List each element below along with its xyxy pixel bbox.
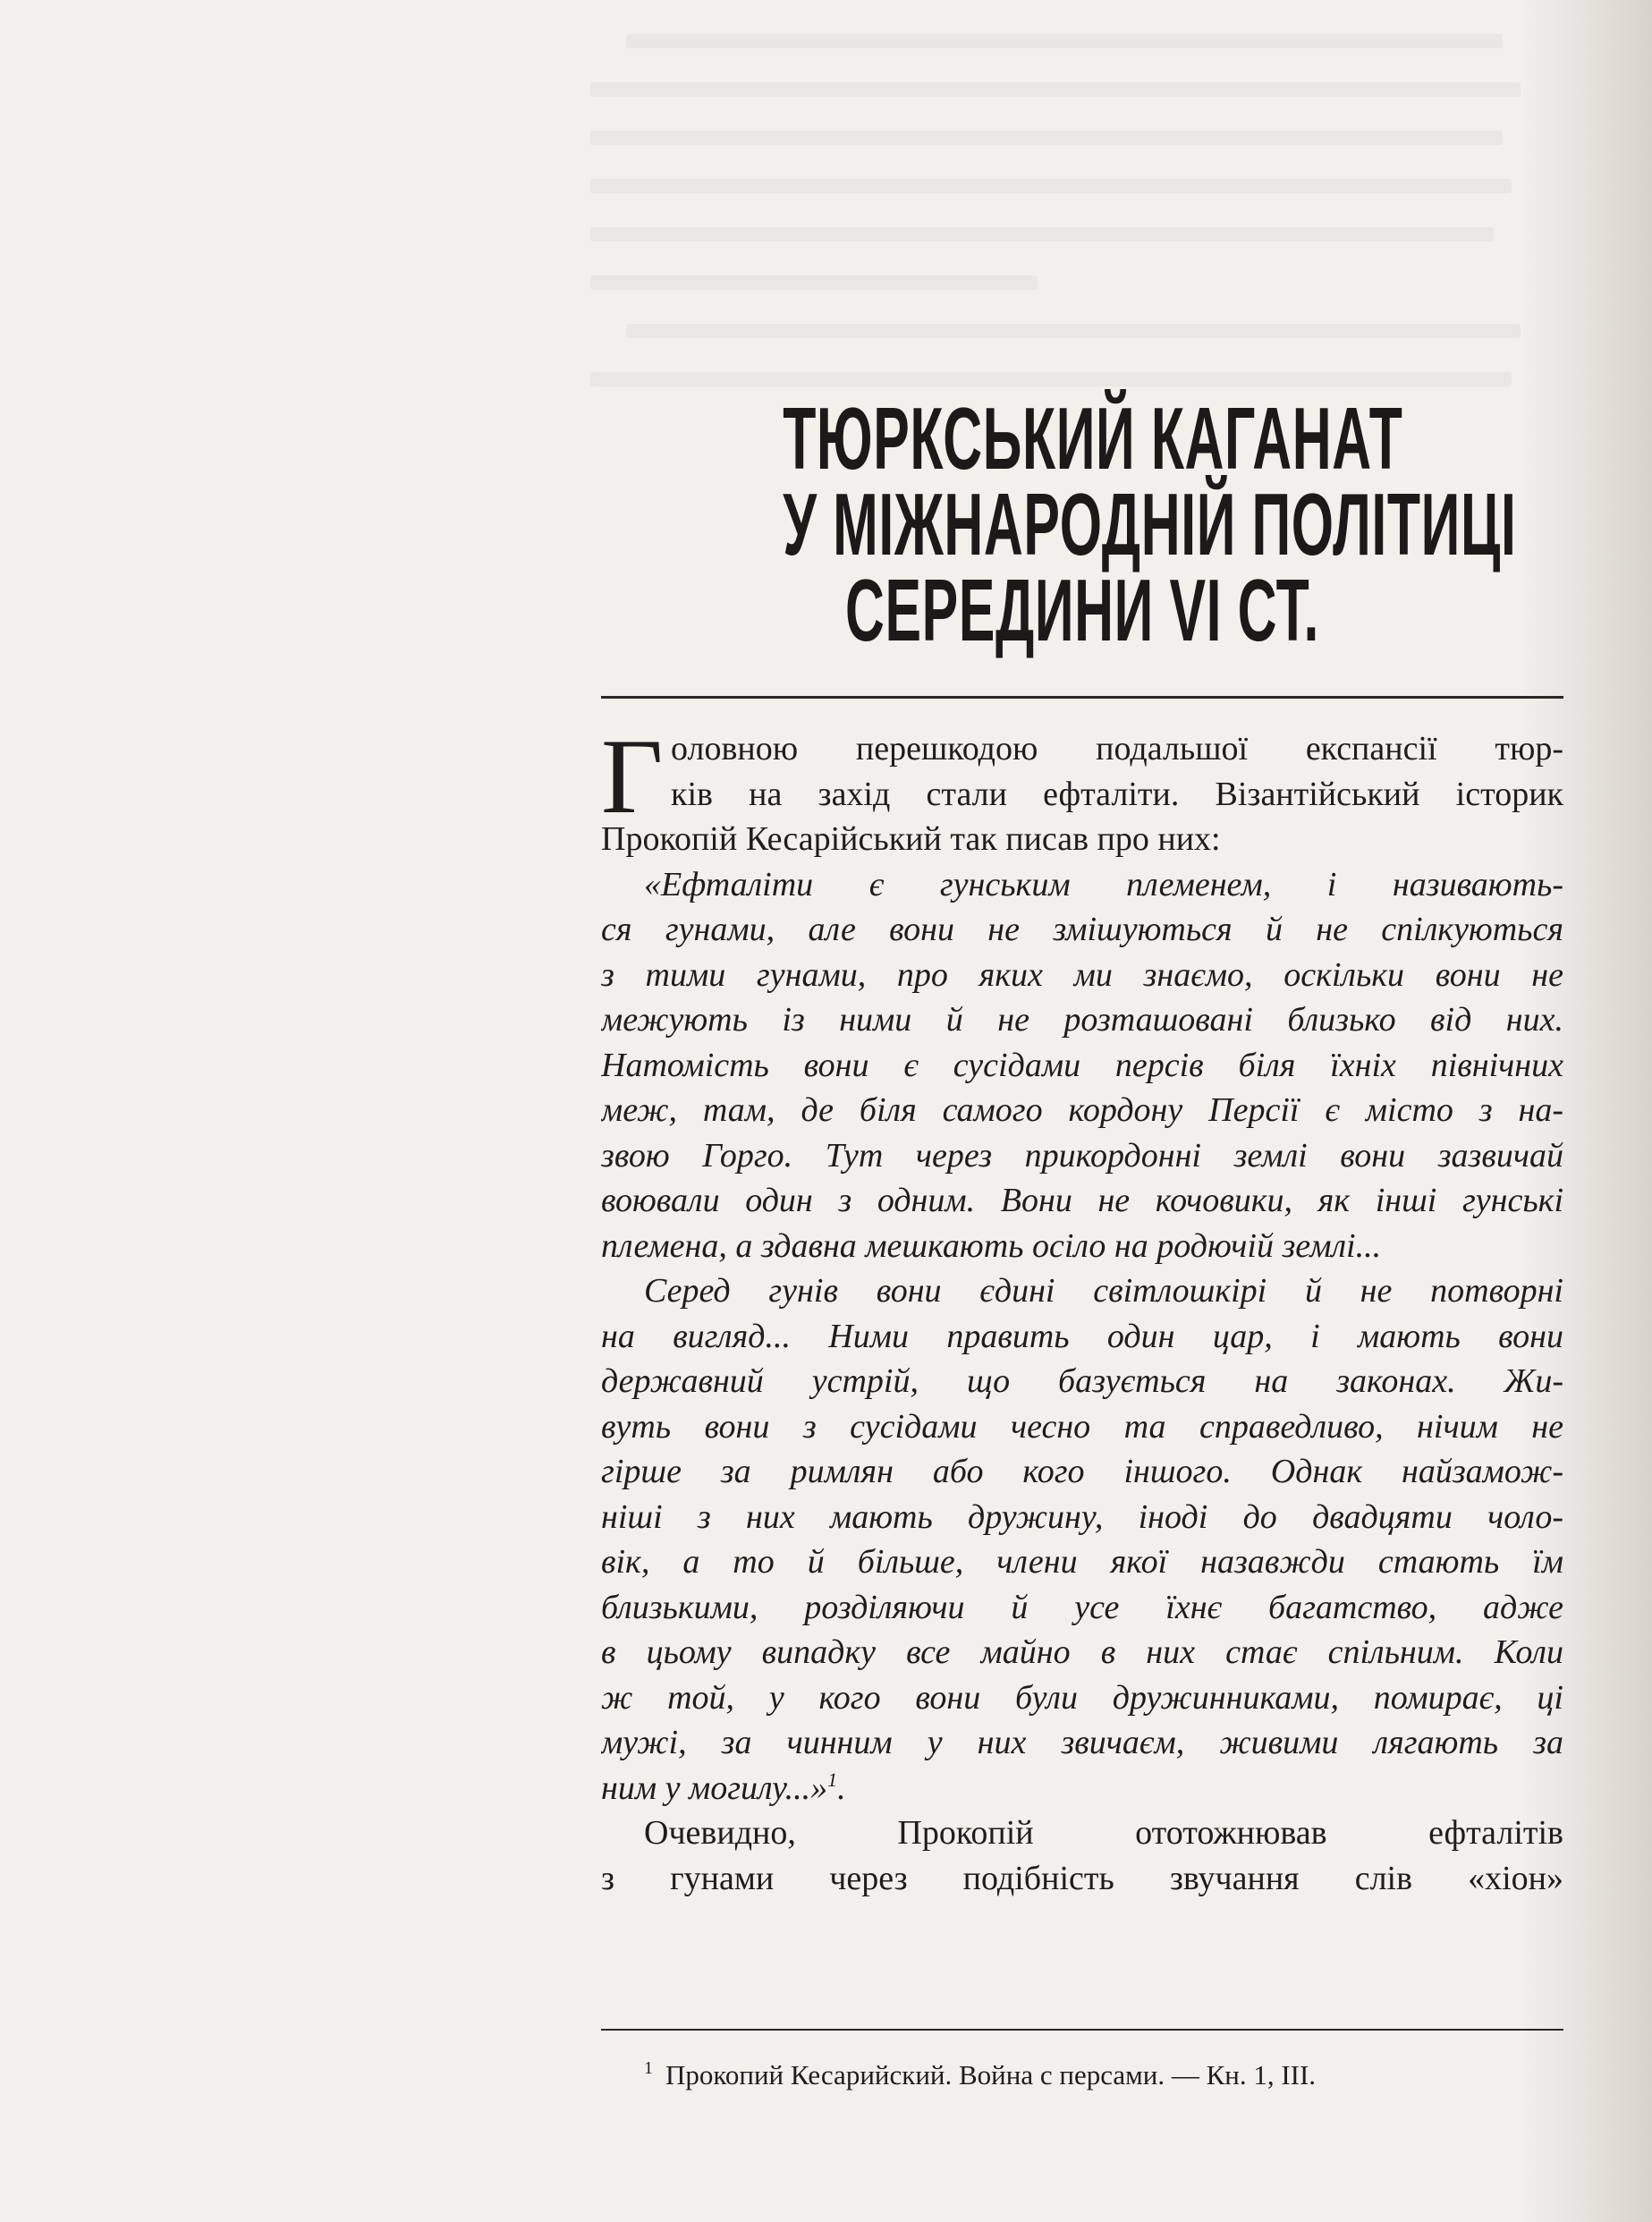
title-divider bbox=[601, 696, 1563, 699]
text-line: ж той, у кого вони були дружинниками, помирає, ці bbox=[601, 1678, 1563, 1717]
text-line: племена, а здавна мешкають осіло на родючій землі... bbox=[601, 1226, 1382, 1265]
footnote bbox=[644, 2050, 1574, 2093]
chapter-title-line-1: ТЮРКСЬКИЙ КАГАНАТ bbox=[783, 389, 1403, 488]
text-line: оловною перешкодою подальшої експансії тюр- bbox=[671, 730, 1563, 768]
text-line: гірше за римлян або кого іншого. Однак найзамож- bbox=[601, 1453, 1563, 1490]
text-line: з тими гунами, про яких ми знаємо, оскільки вони не bbox=[601, 955, 1563, 994]
text-line: Серед гунів вони єдині світлошкірі й не потворні bbox=[644, 1272, 1563, 1310]
text-line: мужі, за чинним у них звичаєм, живими лягають за bbox=[601, 1724, 1563, 1761]
footnote-divider bbox=[601, 2029, 1563, 2031]
text-line: «Ефталіти є гунським племенем, і називають- bbox=[644, 865, 1563, 903]
text-line: межують із ними й не розташовані близько від них. bbox=[601, 1001, 1563, 1039]
text-line: вуть вони з сусідами чесно та справедливо, нічим не bbox=[601, 1407, 1563, 1446]
text-line: Очевидно, Прокопій ототожнював ефталітів bbox=[644, 1814, 1563, 1852]
text-line: меж, там, де біля самого кордону Персії є місто з на- bbox=[601, 1091, 1563, 1129]
text-line: Натомість вони є сусідами персів біля їхніх північних bbox=[601, 1046, 1563, 1084]
paragraph-conclusion bbox=[601, 1811, 1563, 1901]
chapter-title bbox=[599, 389, 1565, 659]
footnote-mark: 1 bbox=[644, 2058, 653, 2078]
text-line: ніші з них мають дружину, іноді до двадцяти чоло- bbox=[601, 1497, 1563, 1536]
text-line: звою Горго. Тут через прикордонні землі вони зазвичай bbox=[601, 1136, 1563, 1175]
drop-cap: Г bbox=[601, 717, 664, 835]
chapter-title-line-3: СЕРЕДИНИ VI СТ. bbox=[845, 561, 1319, 659]
chapter-title-line-2: У МІЖНАРОДНІЙ ПОЛІТИЦІ bbox=[783, 475, 1517, 573]
text-line: державний устрій, що базується на законах. Жи- bbox=[601, 1362, 1563, 1400]
text-line: близькими, розділяючи й усе їхнє багатство, адже bbox=[601, 1588, 1563, 1626]
text-line: з гунами через подібність звучання слів «хіон» bbox=[601, 1859, 1563, 1897]
footnote-text: Прокопий Кесарийский. Война с персами. — Кн. 1, III. bbox=[665, 2059, 1317, 2091]
text-line: в цьому випадку все майно в них стає спільним. Коли bbox=[601, 1633, 1563, 1671]
text-line: ся гунами, але вони не змішуються й не спілкуються bbox=[601, 911, 1563, 948]
text-line-with-footnote: ним у могилу...»$^1$. bbox=[601, 1768, 846, 1807]
text-line: на вигляд... Ними править один цар, і мають вони bbox=[601, 1317, 1563, 1355]
text-line: вік, а то й більше, члени якої назавжди стають їм bbox=[601, 1543, 1563, 1581]
quote-paragraph-1 bbox=[601, 862, 1563, 1269]
quote-paragraph-2 bbox=[601, 1268, 1563, 1811]
text-line: Прокопій Кесарійський так писав про них: bbox=[601, 820, 1221, 858]
text-line: ків на захід стали ефталіти. Візантійський історик bbox=[671, 775, 1563, 813]
body-text bbox=[601, 717, 1563, 1901]
text-line: ним у могилу...» bbox=[601, 1768, 828, 1807]
paragraph-intro bbox=[601, 717, 1563, 862]
text-line: воювали один з одним. Вони не кочовики, як інші гунські bbox=[601, 1182, 1563, 1219]
footnote-reference[interactable]: 1 bbox=[827, 1768, 838, 1791]
